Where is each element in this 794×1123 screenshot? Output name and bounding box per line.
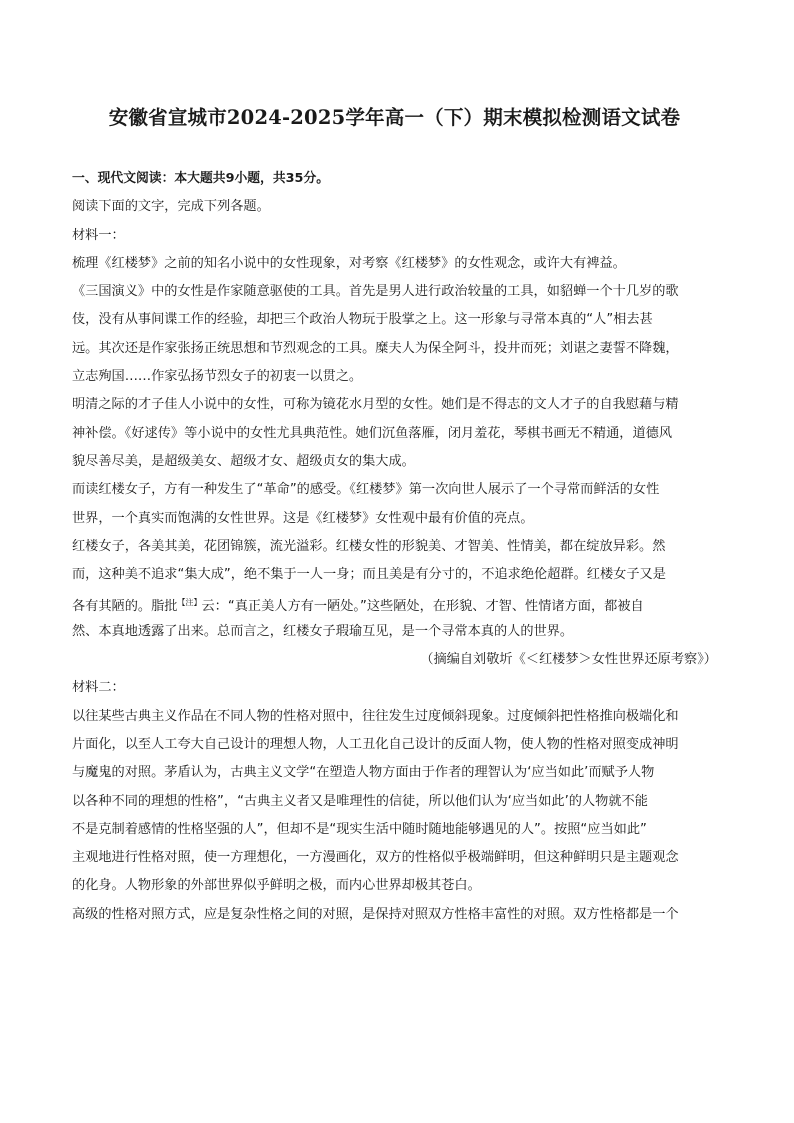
material1-line: 而，这种美不追求“集大成”，绝不集于一人一身；而且美是有分寸的，不追求绝伦超群。红楼女子又是 xyxy=(72,567,666,583)
material1-line: 远。其次还是作家张扬正统思想和节烈观念的工具。糜夫人为保全阿斗，投井而死；刘谌之妻誓不降魏， xyxy=(72,340,679,356)
material2-line: 以往某些古典主义作品在不同人物的性格对照中，往往发生过度倾斜现象。过度倾斜把性格推向极端化和 xyxy=(72,708,679,724)
material1-line-part: 各有其陋的。脂批 xyxy=(72,599,178,615)
reading-section xyxy=(72,165,717,929)
material2-line: 高级的性格对照方式，应是复杂性格之间的对照，是保持对照双方性格丰富性的对照。双方性格都是一个 xyxy=(72,906,679,922)
material1-line: 伎，没有从事间谍工作的经验，却把三个政治人物玩于股掌之上。这一形象与寻常本真的“人”相去甚 xyxy=(72,312,653,328)
footnote-marker: 【注】 xyxy=(177,598,202,608)
material2-line: 片面化，以至人工夸大自己设计的理想人物，人工丑化自己设计的反面人物，使人物的性格对照变成神明 xyxy=(72,736,679,752)
exam-title: 安徽省宣城市2024-2025学年高一（下）期末模拟检测语文试卷 xyxy=(108,106,681,129)
material1-text xyxy=(72,250,717,674)
material2-line: 以各种不同的理想的性格”，“古典主义者又是唯理性的信徒，所以他们认为‘应当如此’的人物就不能 xyxy=(72,793,648,809)
material1-line: 红楼女子，各美其美，花团锦簇，流光溢彩。红楼女性的形貌美、才智美、性情美，都在绽放异彩。然 xyxy=(72,538,666,554)
material2-line: 主观地进行性格对照，使一方理想化，一方漫画化，双方的性格似乎极端鲜明，但这种鲜明只是主题观念 xyxy=(72,850,679,866)
material1-line-with-note xyxy=(72,589,717,617)
material2-text xyxy=(72,703,717,929)
material1-line: 立志殉国……作家弘扬节烈女子的初衷一以贯之。 xyxy=(72,369,363,385)
material1-line: 而读红楼女子，方有一种发生了“革命”的感受。《红楼梦》第一次向世人展示了一个寻常而鲜活的女性 xyxy=(72,482,660,498)
material1-line: 神补偿。《好逑传》等小说中的女性尤具典范性。她们沉鱼落雁，闭月羞花，琴棋书画无不精通，道德风 xyxy=(72,425,673,441)
material2-line: 与魔鬼的对照。茅盾认为，古典主义文学“在塑造人物方面由于作者的理智认为‘应当如此’而赋予人物 xyxy=(72,765,655,781)
instruction-text: 阅读下面的文字，完成下列各题。 xyxy=(72,199,270,215)
material2-label: 材料二： xyxy=(72,680,125,696)
material1-line: 梳理《红楼梦》之前的知名小说中的女性现象，对考察《红楼梦》的女性观念，或许大有裨益。 xyxy=(72,255,626,271)
material1-line: 貌尽善尽美，是超级美女、超级才女、超级贞女的集大成。 xyxy=(72,453,415,469)
material1-source: （摘编自刘敬圻《＜红楼梦＞女性世界还原考察》） xyxy=(420,652,717,668)
material1-line: 然、本真地透露了出来。总而言之，红楼女子瑕瑜互见，是一个寻常本真的人的世界。 xyxy=(72,623,574,639)
material1-line: 明清之际的才子佳人小说中的女性，可称为镜花水月型的女性。她们是不得志的文人才子的自我慰藉与精 xyxy=(72,397,679,413)
material1-label: 材料一： xyxy=(72,227,125,243)
material2-line: 不是克制着感情的性格坚强的人”，但却不是“现实生活中随时随地能够遇见的人”。按照“应当如此” xyxy=(72,821,647,837)
section-heading: 一、现代文阅读：本大题共9小题，共35分。 xyxy=(72,171,330,186)
material1-line: 世界，一个真实而饱满的女性世界。这是《红楼梦》女性观中最有价值的亮点。 xyxy=(72,510,534,526)
material2-line: 的化身。人物形象的外部世界似乎鲜明之极，而内心世界却极其苍白。 xyxy=(72,878,481,894)
material1-line: 《三国演义》中的女性是作家随意驱使的工具。首先是男人进行政治较量的工具，如貂蝉一个十几岁的歌 xyxy=(72,284,679,300)
material1-line-part: 云：“真正美人方有一陋处。”这些陋处，在形貌、才智、性情诸方面，都被自 xyxy=(201,599,644,615)
